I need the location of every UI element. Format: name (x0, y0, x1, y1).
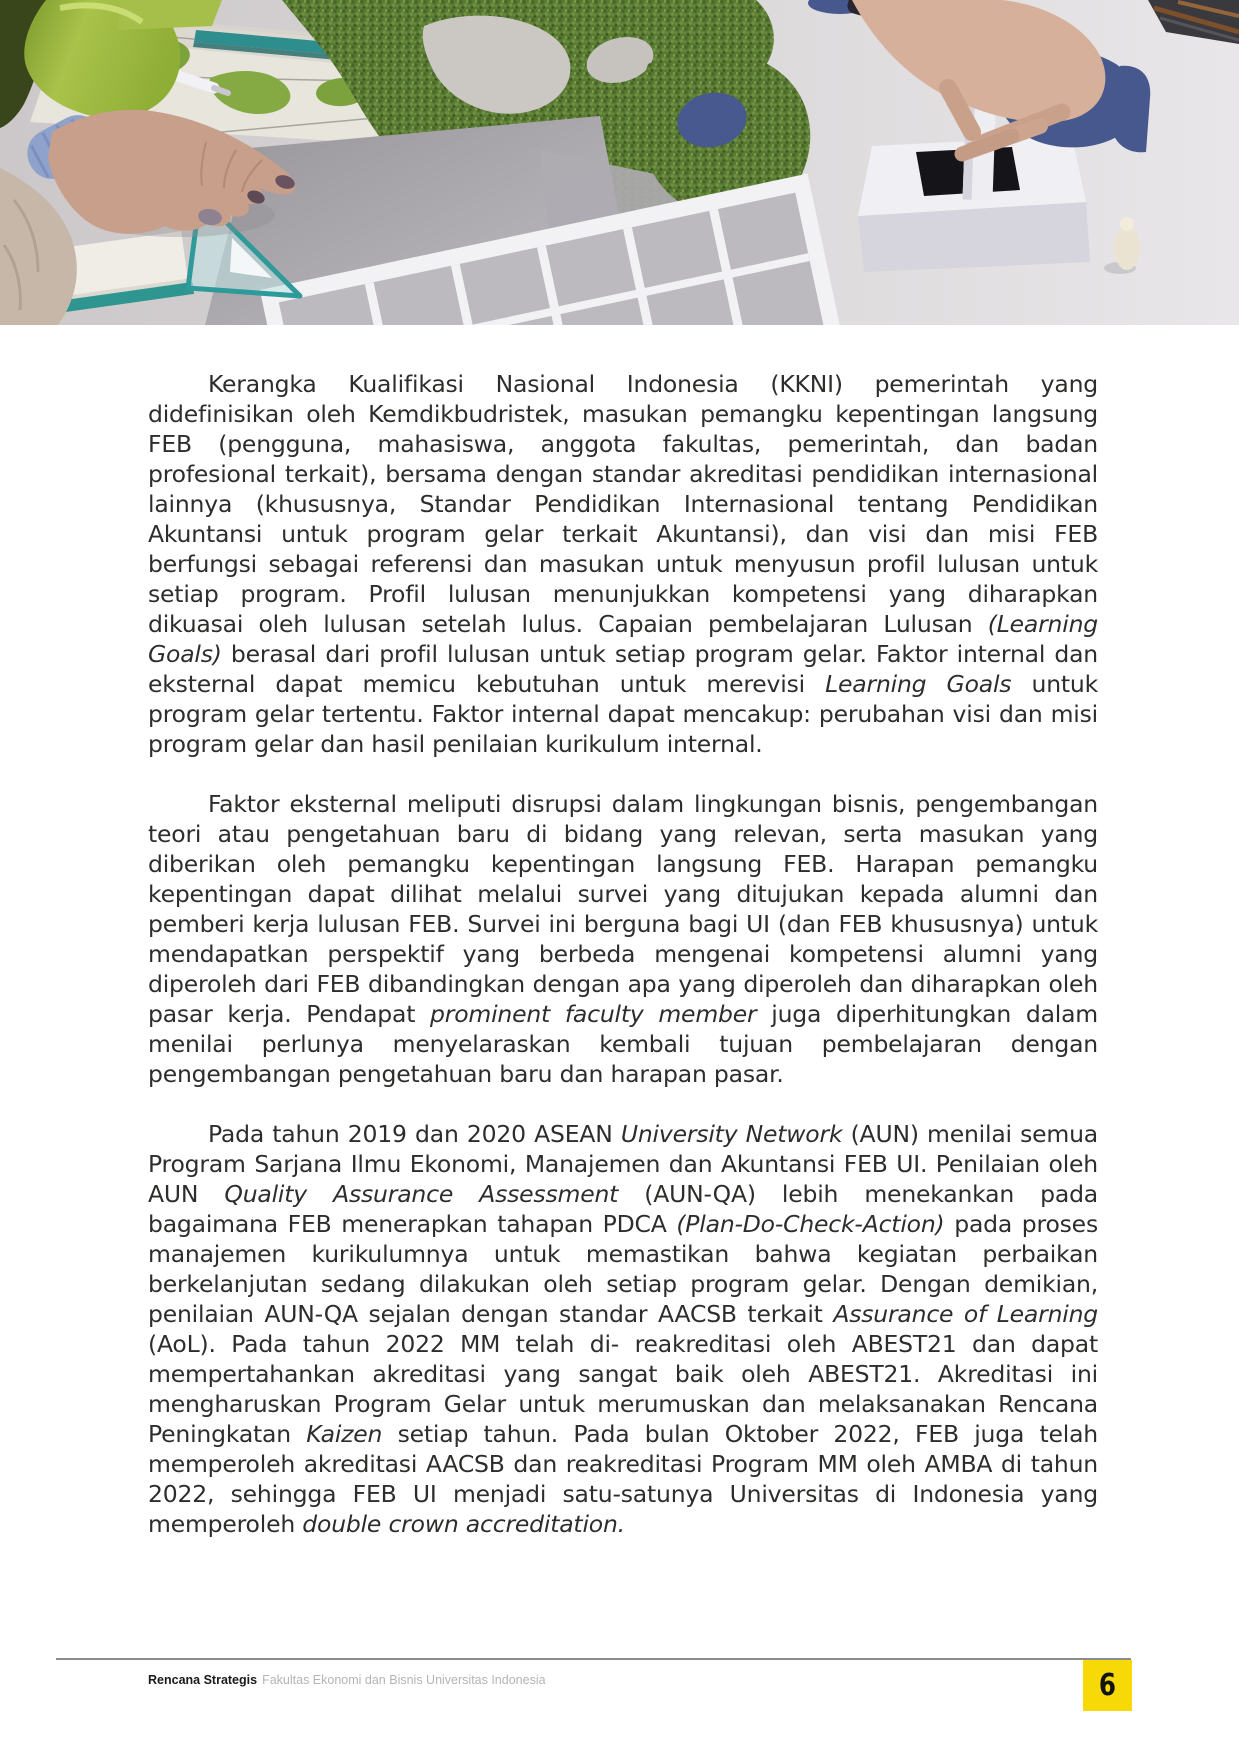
footer-doc-title: Rencana Strategis (148, 1673, 258, 1687)
page-number-badge (1083, 1660, 1132, 1711)
body-paragraph-2: Faktor eksternal meliputi disrupsi dalam lingkungan bisnis, pengembangan teori atau pengetahuan baru di bidang yang relevan, serta masukan yang diberikan oleh pemangku kepentingan langsung FEB. Harapan pemangku kepentingan dapat dilihat melalui survei yang ditujukan kepada alumni dan pemberi kerja lulusan FEB. Survei ini berguna bagi UI (dan FEB khususnya) untuk mendapatkan perspektif yang berbeda mengenai kompetensi alumni yang diperoleh dari FEB dibandingkan dengan apa yang diperoleh dan diharapkan oleh pasar kerja. Pendapat prominent faculty member juga diperhitungkan dalam menilai perlunya menyelaraskan kembali tujuan pembelajaran dengan pengembangan pengetahuan baru dan harapan pasar. (148, 790, 1098, 1088)
body-paragraph-1: Kerangka Kualifikasi Nasional Indonesia (KKNI) pemerintah yang didefinisikan oleh Kemdikbudristek, masukan pemangku kepentingan langsung FEB (pengguna, mahasiswa, anggota fakultas, pemerintah, dan badan profesional terkait), bersama dengan standar akreditasi pendidikan internasional lainnya (khususnya, Standar Pendidikan Internasional tentang Pendidikan Akuntansi untuk program gelar terkait Akuntansi), dan visi dan misi FEB berfungsi sebagai referensi dan masukan untuk menyusun profil lulusan untuk setiap program. Profil lulusan menunjukkan kompetensi yang diharapkan dikuasai oleh lulusan setelah lulus. Capaian pembelajaran Lulusan (Learning Goals) berasal dari profil lulusan untuk setiap program gelar. Faktor internal dan eksternal dapat memicu kebutuhan untuk merevisi Learning Goals untuk program gelar tertentu. Faktor internal dapat mencakup: perubahan visi dan misi program gelar dan hasil penilaian kurikulum internal. (148, 370, 1099, 758)
page-number: 6 (1098, 1668, 1117, 1703)
blue-felt-shape-edge (1112, 66, 1150, 152)
hero-photo (0, 0, 1239, 325)
footer-divider (56, 1658, 1131, 1660)
footer-doc-subtitle: Fakultas Ekonomi dan Bisnis Universitas Indonesia (262, 1673, 546, 1687)
body-paragraph-3: Pada tahun 2019 dan 2020 ASEAN University Network (AUN) menilai semua Program Sarjana Ilmu Ekonomi, Manajemen dan Akuntansi FEB UI. Penilaian oleh AUN Quality Assurance Assessment (AUN-QA) lebih menekankan pada bagaimana FEB menerapkan tahapan PDCA (Plan-Do-Check-Action) pada proses manajemen kurikulumnya untuk memastikan bahwa kegiatan perbaikan berkelanjutan sedang dilakukan oleh setiap program gelar. Dengan demikian, penilaian AUN-QA sejalan dengan standar AACSB terkait Assurance of Learning (AoL). Pada tahun 2022 MM telah di- reakreditasi oleh ABEST21 dan dapat mempertahankan akreditasi yang sangat baik oleh ABEST21. Akreditasi ini mengharuskan Program Gelar untuk merumuskan dan melaksanakan Rencana Peningkatan Kaizen setiap tahun. Pada bulan Oktober 2022, FEB juga telah memperoleh akreditasi AACSB dan reakreditasi Program MM oleh AMBA di tahun 2022, sehingga FEB UI menjadi satu-satunya Universitas di Indonesia yang memperoleh double crown accreditation. (148, 1120, 1099, 1538)
footer (148, 1673, 546, 1687)
page-body (148, 369, 1098, 1569)
